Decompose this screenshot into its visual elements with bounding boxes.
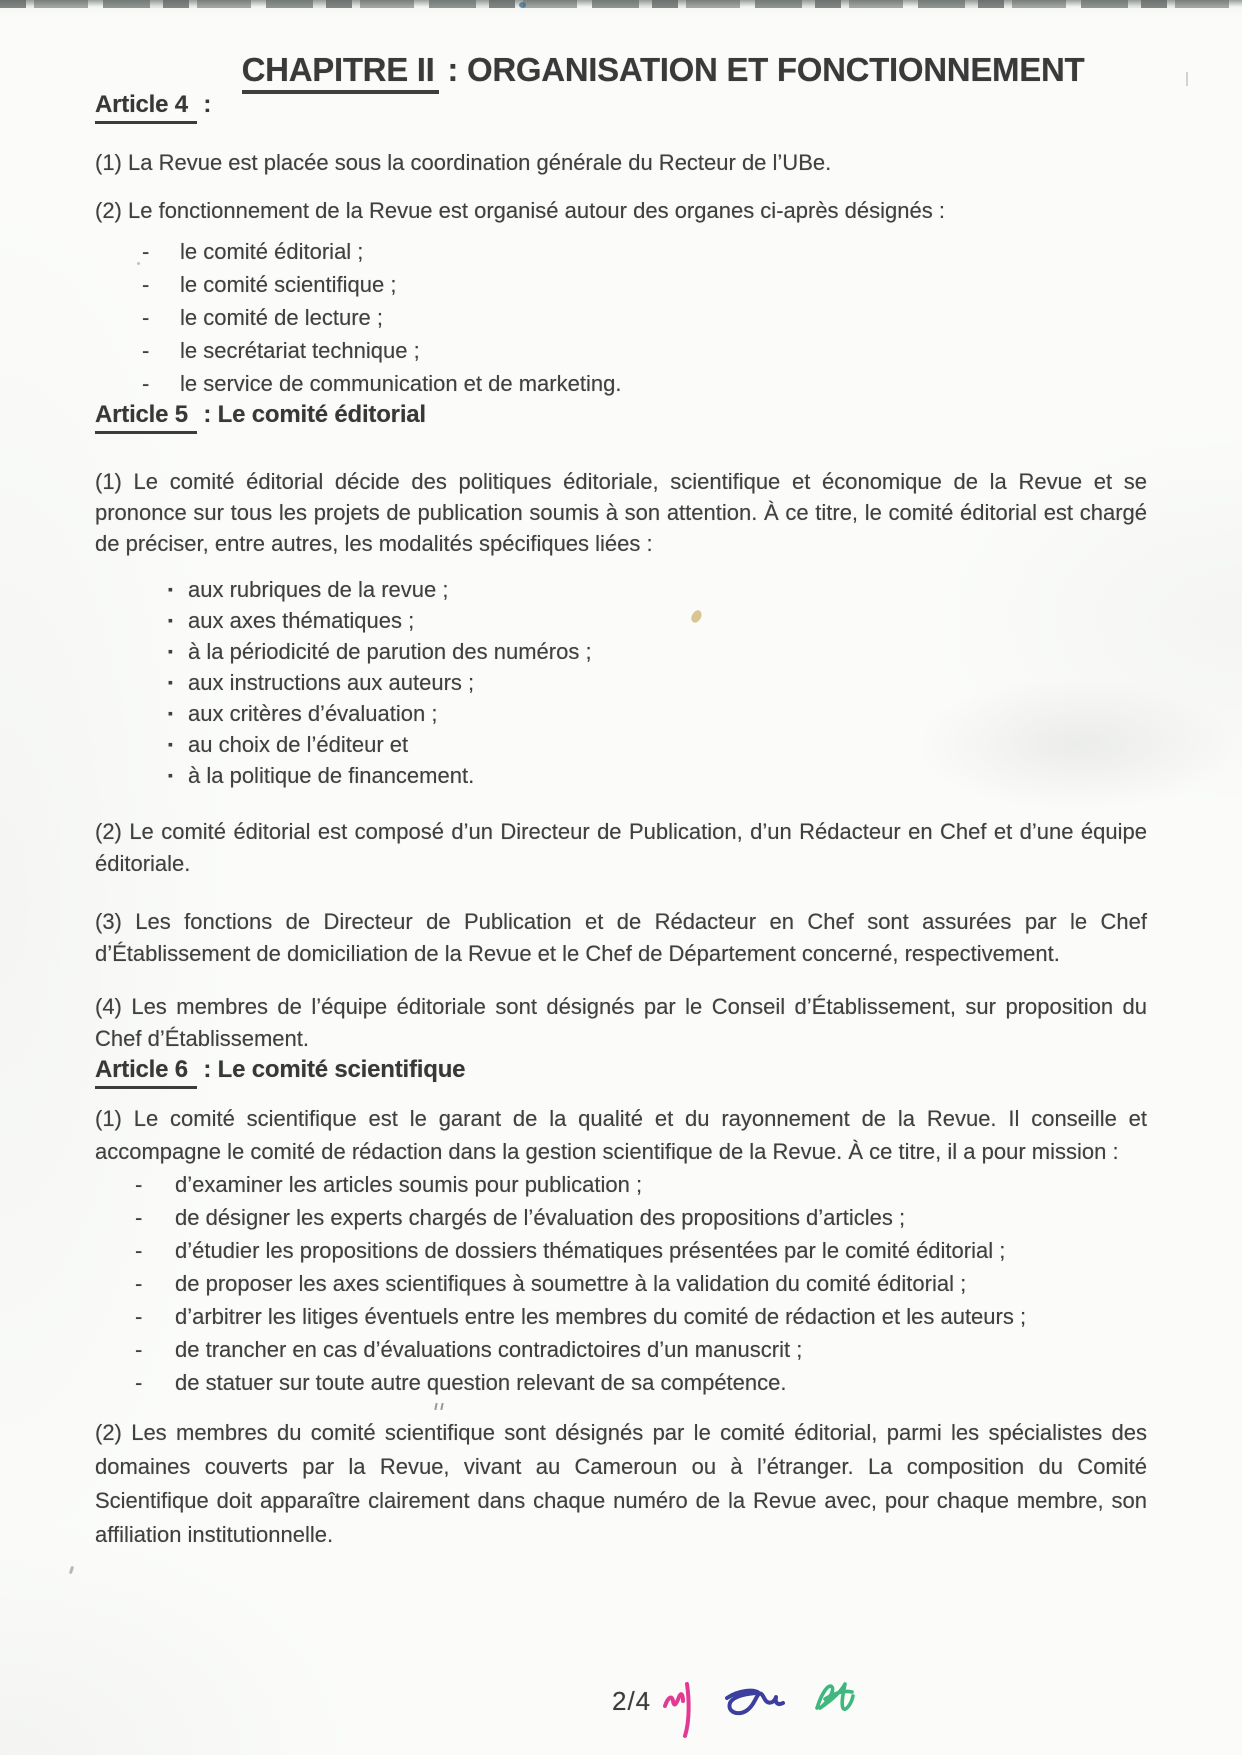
square-bullet-marker: ▪	[168, 612, 173, 628]
square-bullet-marker: ▪	[168, 674, 173, 690]
list-item-text: de statuer sur toute autre question relevant de sa compétence.	[175, 1370, 787, 1395]
scan-speck	[69, 1566, 74, 1575]
article-6-heading-suffix: : Le comité scientifique	[196, 1056, 466, 1083]
list-item	[135, 1366, 1147, 1399]
list-item-text: de désigner les experts chargés de l’évaluation des propositions d’articles ;	[175, 1205, 906, 1230]
chapter-title	[137, 50, 1189, 90]
dash-marker: -	[142, 371, 150, 396]
article-5-heading-number: Article 5	[95, 400, 197, 434]
scan-speck	[137, 262, 140, 265]
initials-signature-blue	[715, 1682, 787, 1724]
list-item	[168, 574, 1147, 605]
list-item	[135, 1168, 1147, 1201]
dash-marker: -	[142, 239, 150, 264]
initials-signature-pink	[661, 1680, 699, 1740]
article-6-mission-list	[95, 1168, 1147, 1399]
list-item	[142, 334, 1147, 367]
list-item-text: de trancher en cas d’évaluations contradictoires d’un manuscrit ;	[175, 1337, 803, 1362]
list-item	[168, 698, 1147, 729]
list-item	[135, 1267, 1147, 1300]
article-6-paragraph-2	[95, 1416, 1147, 1552]
page-footer	[612, 1680, 861, 1740]
article-6-paragraph-2-text: (2) Les membres du comité scientifique sont désignés par le comité éditorial, parmi les spécialistes des domaines couverts par la Revue, vivant au Cameroun ou à l’étranger. La composition du Comité Scientifique doit apparaître clairement dans chaque numéro de la Revue avec, pour chaque membre, son affiliation institutionnelle.	[95, 1420, 1147, 1547]
article-5-paragraph-1: (1) Le comité éditorial décide des politiques éditoriale, scientifique et économique de la Revue et se prononce sur tous les projets de publication soumis à son attention. À ce titre, le comité éditorial est chargé de préciser, entre autres, les modalités spécifiques liées :	[95, 469, 1147, 556]
article-4-heading	[95, 90, 1147, 124]
square-bullet-marker: ▪	[168, 643, 173, 659]
list-item-text: d’étudier les propositions de dossiers thématiques présentées par le comité éditorial ;	[175, 1238, 1006, 1263]
list-item-text: le service de communication et de marketing.	[180, 371, 622, 396]
article-6-paragraph-1: (1) Le comité scientifique est le garant de la qualité et du rayonnement de la Revue. Il conseille et accompagne le comité de rédaction dans la gestion scientifique de la Revue. À ce titre, il a pour mission :	[95, 1106, 1147, 1164]
scan-speck	[1186, 72, 1188, 86]
dash-marker: -	[135, 1304, 143, 1329]
list-item	[135, 1333, 1147, 1366]
article-5-modalities-list	[95, 574, 1147, 791]
article-4-heading-suffix: :	[196, 91, 212, 118]
scan-speck	[689, 609, 704, 625]
square-bullet-marker: ▪	[168, 736, 173, 752]
list-item	[168, 636, 1147, 667]
list-item-text: le comité éditorial ;	[180, 239, 364, 264]
list-item-text: aux axes thématiques ;	[188, 608, 415, 633]
chapter-title-rest: : ORGANISATION ET FONCTIONNEMENT	[438, 51, 1085, 88]
page-number: 2/4	[612, 1686, 652, 1716]
list-item	[168, 729, 1147, 760]
article-5-paragraph-2: (2) Le comité éditorial est composé d’un Directeur de Publication, d’un Rédacteur en Chef et d’une équipe éditoriale.	[95, 819, 1147, 876]
article-6-heading-number: Article 6	[95, 1055, 197, 1089]
scan-speck	[433, 1403, 445, 1411]
list-item-text: de proposer les axes scientifiques à soumettre à la validation du comité éditorial ;	[175, 1271, 967, 1296]
dash-marker: -	[135, 1205, 143, 1230]
article-5-paragraph-4: (4) Les membres de l’équipe éditoriale sont désignés par le Conseil d’Établissement, sur proposition du Chef d’Établissement.	[95, 994, 1147, 1051]
article-4-paragraph-2: (2) Le fonctionnement de la Revue est organisé autour des organes ci-après désignés :	[95, 198, 945, 223]
dash-marker: -	[135, 1238, 143, 1263]
chapter-title-underlined: CHAPITRE II	[242, 51, 439, 94]
list-item	[168, 667, 1147, 698]
list-item	[142, 301, 1147, 334]
article-5-paragraph-3: (3) Les fonctions de Directeur de Publication et de Rédacteur en Chef sont assurées par le Chef d’Établissement de domiciliation de la Revue et le Chef de Département concerné, respectivement.	[95, 909, 1147, 966]
list-item-text: aux rubriques de la revue ;	[188, 577, 449, 602]
article-4-heading-number: Article 4	[95, 90, 197, 124]
list-item	[135, 1300, 1147, 1333]
list-item-text: à la politique de financement.	[188, 763, 475, 788]
dash-marker: -	[135, 1337, 143, 1362]
article-5-heading	[95, 400, 1147, 434]
dash-marker: -	[135, 1172, 143, 1197]
dash-marker: -	[135, 1370, 143, 1395]
article-4-paragraph-1: (1) La Revue est placée sous la coordination générale du Recteur de l’UBe.	[95, 150, 832, 175]
square-bullet-marker: ▪	[168, 767, 173, 783]
square-bullet-marker: ▪	[168, 581, 173, 597]
list-item	[142, 367, 1147, 400]
list-item-text: à la périodicité de parution des numéros ;	[188, 639, 592, 664]
list-item-text: le secrétariat technique ;	[180, 338, 420, 363]
dash-marker: -	[142, 305, 150, 330]
dash-marker: -	[142, 338, 150, 363]
list-item-text: au choix de l’éditeur et	[188, 732, 409, 757]
dash-marker: -	[135, 1271, 143, 1296]
list-item-text: le comité de lecture ;	[180, 305, 383, 330]
article-6-heading	[95, 1055, 1147, 1089]
square-bullet-marker: ▪	[168, 705, 173, 721]
list-item	[142, 235, 1147, 268]
initials-signature-green	[811, 1676, 861, 1720]
list-item	[168, 760, 1147, 791]
list-item-text: le comité scientifique ;	[180, 272, 397, 297]
list-item-text: aux instructions aux auteurs ;	[188, 670, 475, 695]
list-item-text: aux critères d’évaluation ;	[188, 701, 438, 726]
dash-marker: -	[142, 272, 150, 297]
list-item	[142, 268, 1147, 301]
list-item	[135, 1201, 1147, 1234]
article-5-heading-suffix: : Le comité éditorial	[196, 401, 426, 428]
list-item-text: d’examiner les articles soumis pour publication ;	[175, 1172, 643, 1197]
list-item	[168, 605, 1147, 636]
article-4-organ-list	[95, 235, 1147, 400]
list-item	[135, 1234, 1147, 1267]
list-item-text: d’arbitrer les litiges éventuels entre les membres du comité de rédaction et les auteurs ;	[175, 1304, 1027, 1329]
